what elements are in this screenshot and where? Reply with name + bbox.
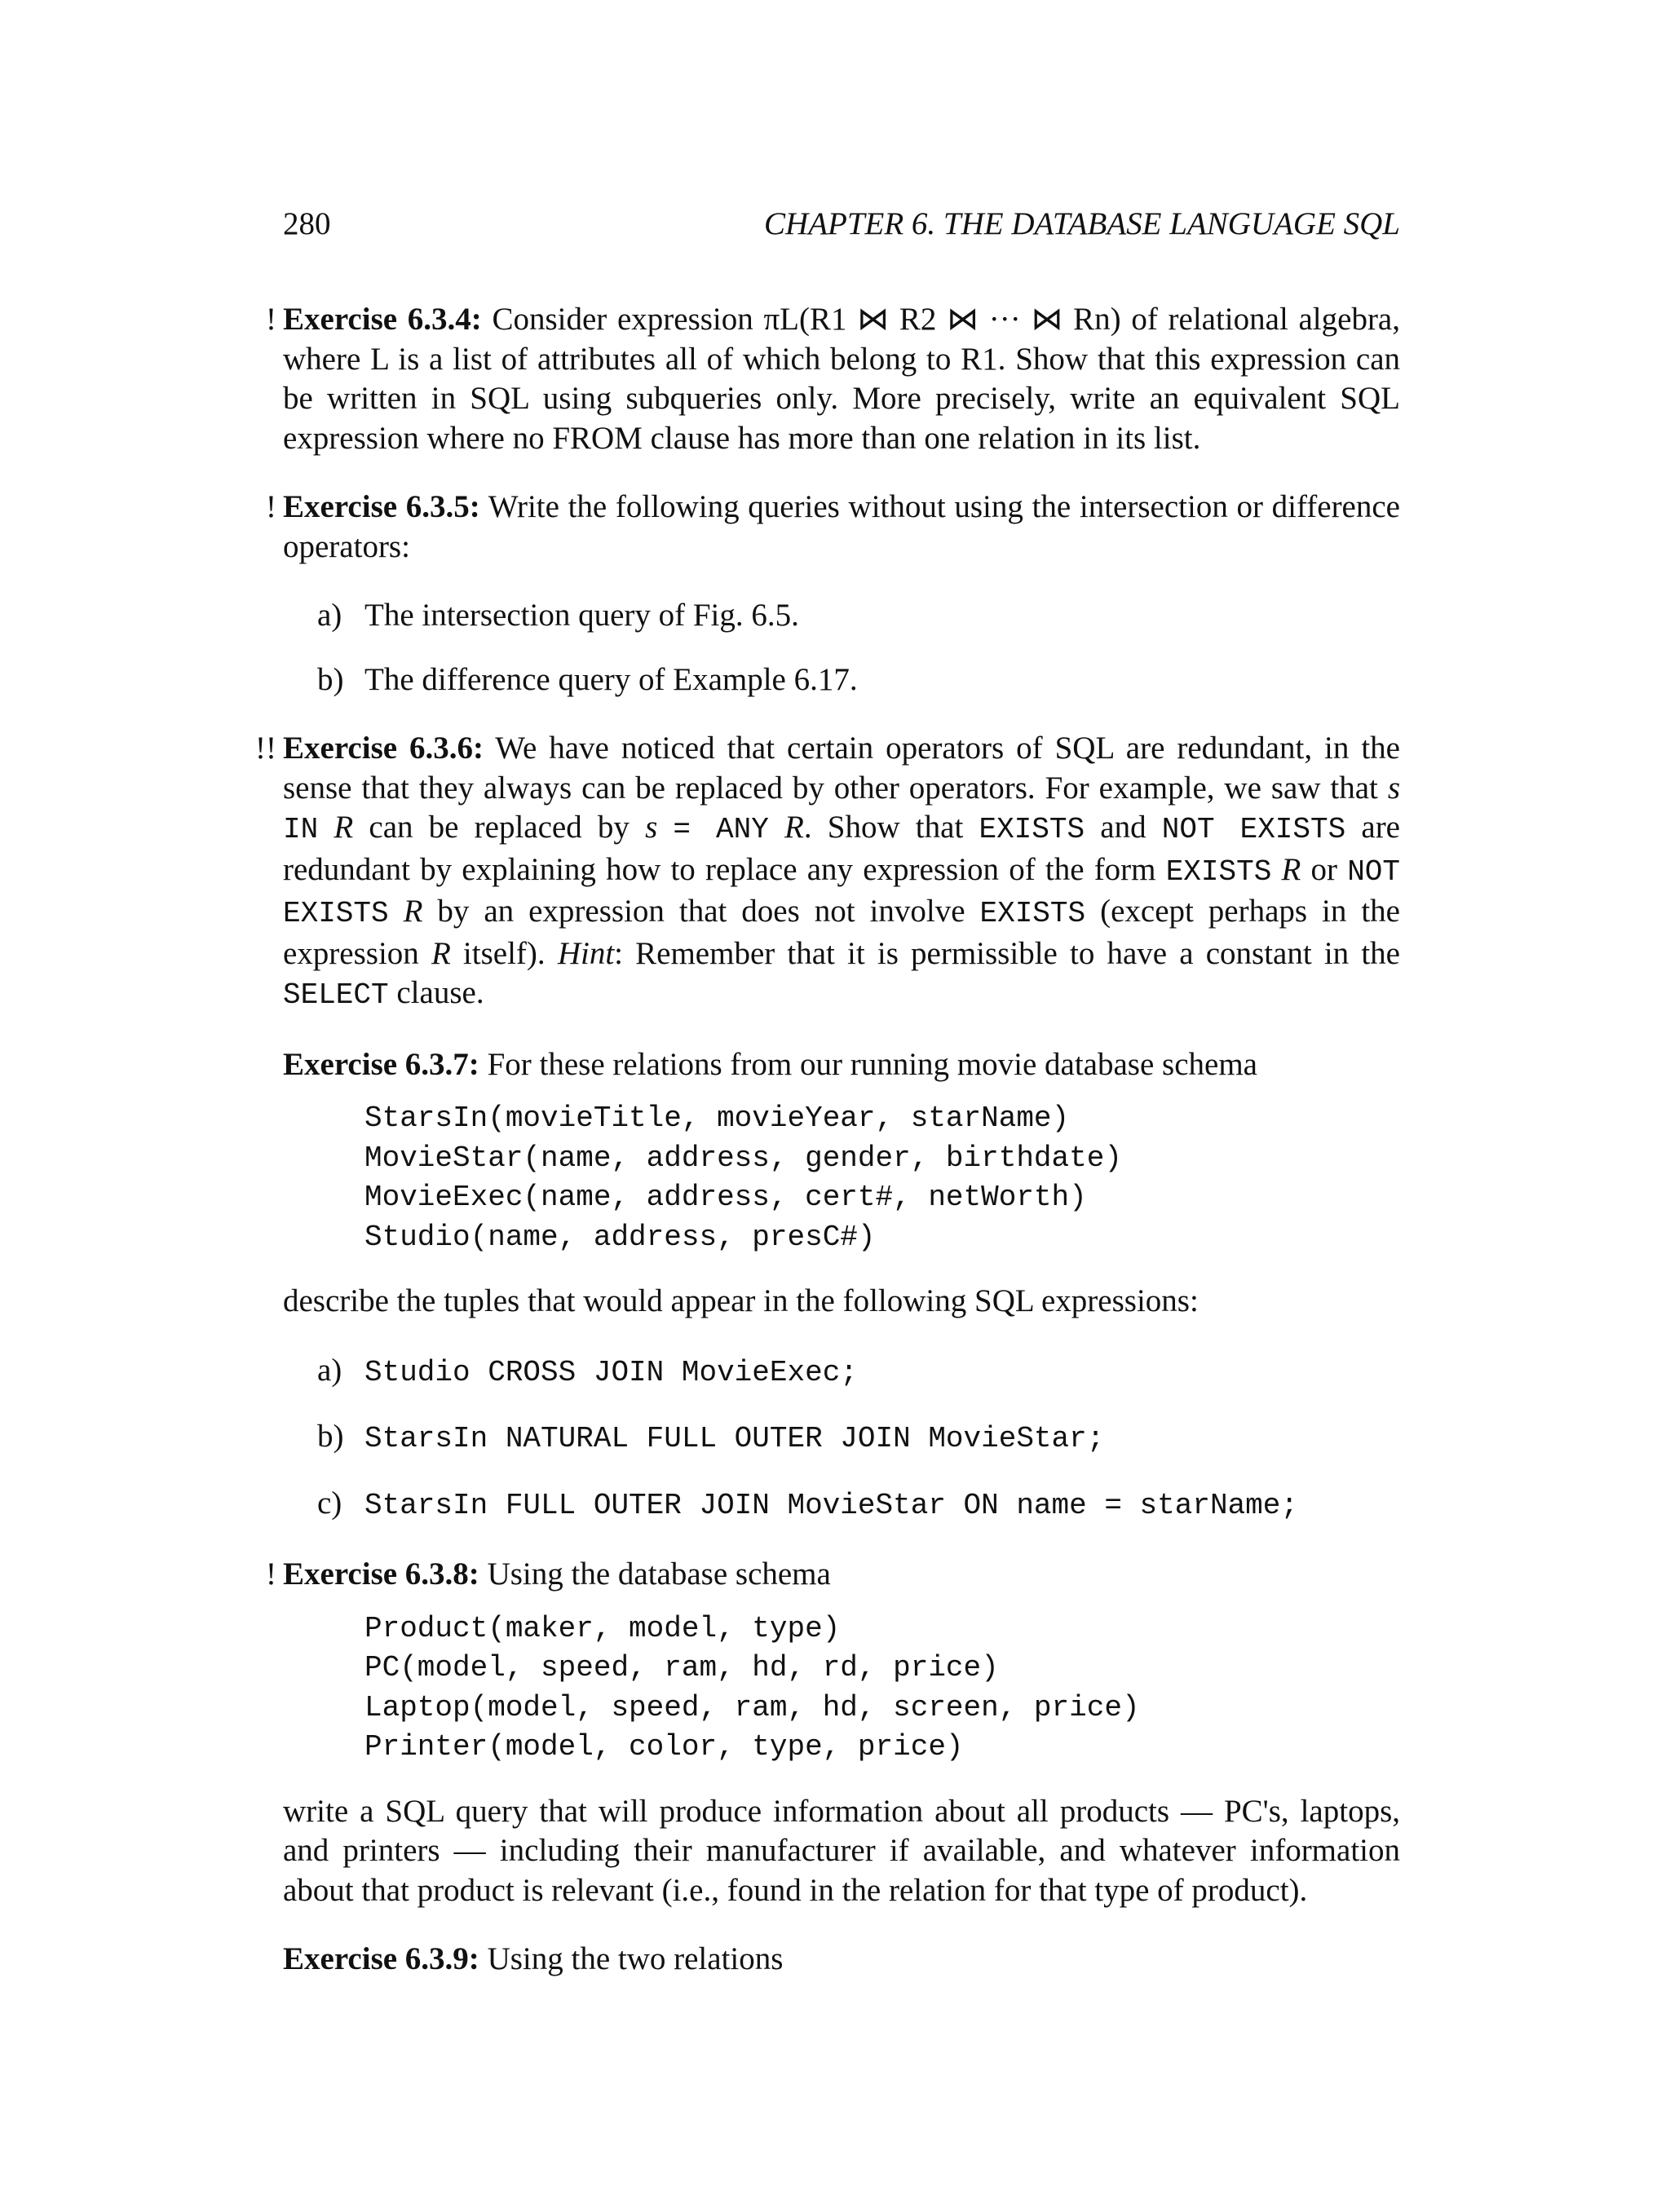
item-text: The intersection query of Fig. 6.5. xyxy=(364,598,799,633)
difficulty-mark: !! xyxy=(255,731,276,766)
exercise-text: write a SQL query that will produce information about all products — PC's, laptops, and printers — including their manufacturer if available, and whatever information about that product is relevant (i.e., found in the relation for that type of product). xyxy=(283,1793,1400,1908)
exercise-label: Exercise 6.3.9: xyxy=(283,1941,479,1976)
difficulty-mark: ! xyxy=(266,489,276,524)
schema-line: MovieStar(name, address, gender, birthdate) xyxy=(364,1141,1122,1175)
sql-keyword: = ANY xyxy=(673,813,769,846)
math-var: R xyxy=(403,894,423,929)
exercise-text: For these relations from our running movie database schema xyxy=(487,1046,1257,1082)
exercise-label: Exercise 6.3.7: xyxy=(283,1046,479,1082)
exercise-label: Exercise 6.3.8: xyxy=(283,1556,479,1592)
item-label: c) xyxy=(317,1485,342,1521)
exercise-6-3-7-items xyxy=(283,1351,1400,1526)
text-run: : Remember that it is permissible to have a constant in the xyxy=(614,935,1400,971)
exercise-text: Consider expression πL(R1 ⋈ R2 ⋈ ··· ⋈ Rn) of relational algebra, where L is a list of attributes all of which belong to R1. Show that this expression can be written in SQL using subqueries only. More precisely, write an equivalent SQL expression where no FROM clause has more than one relation in its list. xyxy=(283,302,1400,456)
exercise-6-3-5 xyxy=(266,488,1400,567)
page-content xyxy=(255,300,1400,2009)
exercise-6-3-7 xyxy=(283,1045,1400,1085)
difficulty-mark: ! xyxy=(266,1556,276,1592)
math-var: s xyxy=(1387,770,1400,806)
text-run: are redundant by explaining how to replace any expression of the form xyxy=(283,810,1400,887)
text-run: or xyxy=(1301,851,1348,887)
sql-keyword: NOT EXISTS xyxy=(1161,813,1346,846)
exercise-label: Exercise 6.3.6: xyxy=(283,731,484,766)
item-label: b) xyxy=(317,661,344,697)
exercise-text: Using the database schema xyxy=(487,1556,831,1592)
list-item xyxy=(283,660,1400,700)
sql-keyword: EXISTS xyxy=(979,897,1086,930)
difficulty-mark: ! xyxy=(266,302,276,337)
sql-keyword: NOT EXISTS xyxy=(283,854,1400,930)
list-item xyxy=(283,1351,1400,1393)
math-var: R xyxy=(431,935,451,971)
math-var: R xyxy=(334,810,354,845)
sql-expression: StarsIn NATURAL FULL OUTER JOIN MovieStar; xyxy=(364,1422,1105,1455)
text-run: We have noticed that certain operators of SQL are redundant, in the sense that they always can be replaced by other operators. For example, we saw that xyxy=(283,731,1400,806)
schema-line: PC(model, speed, ram, hd, rd, price) xyxy=(364,1651,999,1684)
schema-line: Studio(name, address, presC#) xyxy=(364,1220,876,1254)
schema-block xyxy=(364,1099,1400,1257)
item-text: The difference query of Example 6.17. xyxy=(364,661,858,697)
exercise-text: describe the tuples that would appear in the following SQL expressions: xyxy=(283,1283,1199,1318)
exercise-label: Exercise 6.3.5: xyxy=(283,489,480,524)
exercise-6-3-8 xyxy=(266,1555,1400,1595)
exercise-6-3-6 xyxy=(255,729,1400,1016)
math-var: R xyxy=(1281,851,1301,887)
exercise-6-3-9 xyxy=(283,1940,1400,1980)
exercise-text: Write the following queries without using the intersection or difference operators: xyxy=(283,489,1400,564)
text-run: clause. xyxy=(388,975,484,1010)
math-var: R xyxy=(784,810,804,845)
list-item xyxy=(283,1484,1400,1526)
math-var: s xyxy=(645,810,658,845)
text-run: by an expression that does not involve xyxy=(422,894,980,929)
item-label: a) xyxy=(317,598,342,633)
list-item xyxy=(283,596,1400,636)
schema-line: StarsIn(movieTitle, movieYear, starName) xyxy=(364,1102,1070,1135)
list-item xyxy=(283,1417,1400,1459)
schema-line: Product(maker, model, type) xyxy=(364,1611,841,1645)
hint-label: Hint xyxy=(557,935,615,971)
schema-block xyxy=(364,1609,1400,1768)
schema-line: Printer(model, color, type, price) xyxy=(364,1730,964,1764)
sql-keyword: SELECT xyxy=(283,978,389,1012)
running-head: CHAPTER 6. THE DATABASE LANGUAGE SQL xyxy=(764,206,1400,241)
text-run: . Show that xyxy=(803,810,979,845)
page-header xyxy=(283,205,1400,254)
text-run: (except perhaps in the expression xyxy=(283,894,1400,971)
exercise-text: Using the two relations xyxy=(487,1941,784,1976)
exercise-6-3-4 xyxy=(266,300,1400,458)
exercise-6-3-5-items xyxy=(283,596,1400,700)
sql-expression: Studio CROSS JOIN MovieExec; xyxy=(364,1355,858,1389)
text-run: and xyxy=(1085,810,1162,845)
item-label: a) xyxy=(317,1352,342,1388)
page-number: 280 xyxy=(283,206,331,241)
item-label: b) xyxy=(317,1419,344,1454)
schema-line: MovieExec(name, address, cert#, netWorth) xyxy=(364,1181,1087,1214)
sql-keyword: EXISTS xyxy=(979,813,1085,846)
sql-keyword: EXISTS xyxy=(1165,854,1272,889)
sql-expression: StarsIn FULL OUTER JOIN MovieStar ON name = starName; xyxy=(364,1488,1298,1522)
schema-line: Laptop(model, speed, ram, hd, screen, price) xyxy=(364,1690,1140,1724)
sql-keyword: IN xyxy=(283,813,319,846)
exercise-label: Exercise 6.3.4: xyxy=(283,302,482,337)
text-run: can be replaced by xyxy=(353,810,646,845)
text-run: itself). xyxy=(450,935,558,971)
